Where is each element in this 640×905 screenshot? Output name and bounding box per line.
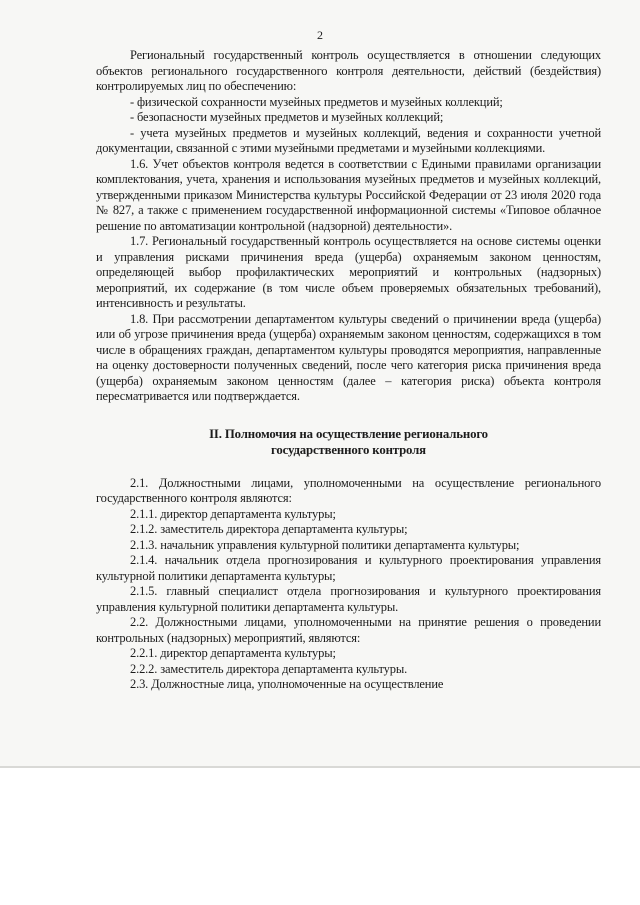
paragraph-2-1-3: 2.1.3. начальник управления культурной политики департамента культуры;: [130, 537, 520, 552]
paragraph-2-1-4: 2.1.4. начальник отдела прогнозирования и культурного проектирования управления культурной политики департамента культуры;: [96, 553, 601, 583]
page-number: 2: [317, 28, 323, 42]
document-body: [96, 48, 601, 693]
page-edge: [0, 766, 640, 768]
paragraph-2-2-2: 2.2.2. заместитель директора департамента культуры.: [130, 661, 408, 676]
list-item: - физической сохранности музейных предметов и музейных коллекций;: [130, 94, 503, 109]
section-heading-line1: II. Полномочия на осуществление регионального: [209, 426, 488, 441]
paragraph-2-1: 2.1. Должностными лицами, уполномоченными на осуществление регионального государственного контроля являются:: [96, 475, 601, 505]
paragraph-2-1-2: 2.1.2. заместитель директора департамента культуры;: [130, 522, 408, 536]
list-item: - учета музейных предметов и музейных коллекций, ведения и сохранности учетной документации, связанной с этими музейными предметами и музейными коллекциями.: [96, 125, 601, 155]
paragraph-2-2-1: 2.2.1. директор департамента культуры;: [130, 646, 336, 660]
section-heading-line2: государственного контроля: [271, 442, 426, 457]
paragraph-1-6: 1.6. Учет объектов контроля ведется в соответствии с Едиными правилами организации комплектования, учета, хранения и использования музейных предметов и музейных коллекций, утвержденными приказом Министерства культуры Российской Федерации от 23 июля 2020 года № 827, а также с применением государственной информационной системы «Типовое облачное решение по автоматизации контрольной (надзорной) деятельности».: [96, 156, 601, 233]
section1-intro: Региональный государственный контроль осуществляется в отношении следующих объектов регионального государственного контроля деятельности, действий (бездействия) контролируемых лиц по обеспечению:: [96, 48, 601, 93]
paragraph-2-1-5: 2.1.5. главный специалист отдела прогнозирования и культурного проектирования управления культурной политики департамента культуры.: [96, 584, 601, 614]
paragraph-2-1-1: 2.1.1. директор департамента культуры;: [130, 506, 336, 521]
paragraph-1-8: 1.8. При рассмотрении департаментом культуры сведений о причинении вреда (ущерба) или об угрозе причинения вреда (ущерба) охраняемым законом ценностям, содержащихся в том числе в обращениях граждан, департаментом культуры проводятся мероприятия, направленные на оценку достоверности полученных сведений, после чего категория риска причинения вреда (ущерба) охраняемым законом ценностям (далее – категория риска) объекта контроля пересматривается или подтверждается.: [96, 311, 601, 403]
section-heading: [96, 426, 601, 458]
paragraph-1-7: 1.7. Региональный государственный контроль осуществляется на основе системы оценки и управления рисками причинения вреда (ущерба) охраняемым законом ценностям, определяющей выбор профилактических мероприятий и контрольных (надзорных) мероприятий, их содержание (в том числе объем проверяемых обязательных требований), интенсивность и результаты.: [96, 234, 601, 310]
paragraph-2-3: 2.3. Должностные лица, уполномоченные на осуществление: [130, 677, 444, 691]
paragraph-2-2: 2.2. Должностными лицами, уполномоченными на принятие решения о проведении контрольных (надзорных) мероприятий, являются:: [96, 615, 601, 645]
list-item: - безопасности музейных предметов и музейных коллекций;: [130, 110, 444, 124]
